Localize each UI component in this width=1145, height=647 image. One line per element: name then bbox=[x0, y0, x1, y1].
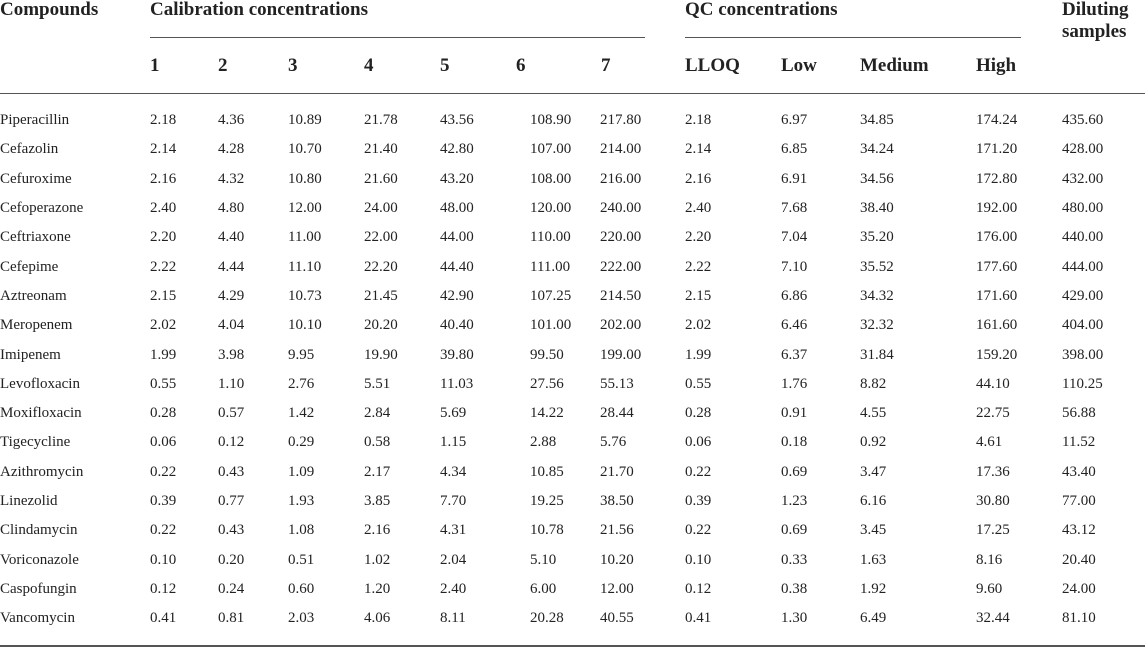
qc-high-header: High bbox=[976, 55, 1017, 76]
value-cell: 3.45 bbox=[860, 522, 887, 539]
calibration-level-5-header: 5 bbox=[440, 55, 450, 76]
calibration-level-3-header: 3 bbox=[288, 55, 298, 76]
value-cell: 444.00 bbox=[1062, 258, 1104, 275]
value-cell: 44.00 bbox=[440, 229, 474, 246]
value-cell: 0.06 bbox=[150, 434, 177, 451]
value-cell: 429.00 bbox=[1062, 287, 1104, 304]
value-cell: 1.09 bbox=[288, 463, 315, 480]
value-cell: 24.00 bbox=[1062, 580, 1096, 597]
value-cell: 20.20 bbox=[364, 317, 398, 334]
table-row bbox=[0, 282, 1145, 311]
value-cell: 21.56 bbox=[600, 522, 634, 539]
value-cell: 6.00 bbox=[530, 580, 557, 597]
compound-name-cell: Cefazolin bbox=[0, 141, 59, 158]
value-cell: 6.37 bbox=[781, 346, 808, 363]
value-cell: 5.76 bbox=[600, 434, 627, 451]
value-cell: 2.14 bbox=[685, 141, 712, 158]
qc-lloq-header: LLOQ bbox=[685, 55, 740, 76]
value-cell: 20.40 bbox=[1062, 551, 1096, 568]
value-cell: 10.78 bbox=[530, 522, 564, 539]
value-cell: 2.76 bbox=[288, 375, 315, 392]
value-cell: 43.40 bbox=[1062, 463, 1096, 480]
table-row bbox=[0, 370, 1145, 399]
table-row bbox=[0, 165, 1145, 194]
table-row bbox=[0, 340, 1145, 369]
value-cell: 214.50 bbox=[600, 287, 642, 304]
value-cell: 222.00 bbox=[600, 258, 642, 275]
value-cell: 428.00 bbox=[1062, 141, 1104, 158]
value-cell: 2.14 bbox=[150, 141, 177, 158]
value-cell: 43.56 bbox=[440, 112, 474, 129]
value-cell: 34.24 bbox=[860, 141, 894, 158]
value-cell: 220.00 bbox=[600, 229, 642, 246]
value-cell: 0.28 bbox=[150, 405, 177, 422]
value-cell: 2.03 bbox=[288, 610, 315, 627]
value-cell: 1.20 bbox=[364, 580, 391, 597]
value-cell: 1.30 bbox=[781, 610, 808, 627]
value-cell: 0.29 bbox=[288, 434, 315, 451]
value-cell: 2.18 bbox=[685, 112, 712, 129]
calibration-concentrations-header: Calibration concentrations bbox=[150, 0, 368, 20]
value-cell: 4.40 bbox=[218, 229, 245, 246]
qc-low-header: Low bbox=[781, 55, 817, 76]
value-cell: 171.20 bbox=[976, 141, 1018, 158]
value-cell: 0.77 bbox=[218, 493, 245, 509]
value-cell: 21.78 bbox=[364, 112, 398, 129]
value-cell: 7.68 bbox=[781, 200, 808, 217]
value-cell: 0.06 bbox=[685, 434, 712, 451]
value-cell: 0.60 bbox=[288, 580, 315, 597]
value-cell: 3.47 bbox=[860, 463, 887, 480]
value-cell: 0.10 bbox=[150, 551, 177, 568]
value-cell: 214.00 bbox=[600, 141, 642, 158]
value-cell: 1.92 bbox=[860, 580, 887, 597]
value-cell: 2.40 bbox=[685, 200, 712, 217]
value-cell: 2.84 bbox=[364, 405, 391, 422]
value-cell: 28.44 bbox=[600, 405, 634, 422]
value-cell: 4.06 bbox=[364, 610, 391, 627]
value-cell: 19.90 bbox=[364, 346, 398, 363]
table-row bbox=[0, 487, 1145, 516]
value-cell: 7.10 bbox=[781, 258, 808, 275]
value-cell: 4.44 bbox=[218, 258, 245, 275]
value-cell: 11.52 bbox=[1062, 434, 1096, 451]
value-cell: 6.91 bbox=[781, 170, 808, 187]
value-cell: 17.36 bbox=[976, 463, 1010, 480]
table-row bbox=[0, 575, 1145, 604]
value-cell: 6.86 bbox=[781, 287, 808, 304]
value-cell: 217.80 bbox=[600, 112, 642, 129]
value-cell: 0.81 bbox=[218, 610, 245, 627]
value-cell: 0.51 bbox=[288, 551, 315, 568]
value-cell: 21.40 bbox=[364, 141, 398, 158]
value-cell: 110.25 bbox=[1062, 375, 1103, 392]
value-cell: 56.88 bbox=[1062, 405, 1096, 422]
value-cell: 10.89 bbox=[288, 112, 322, 129]
value-cell: 0.22 bbox=[150, 463, 177, 480]
calibration-level-4-header: 4 bbox=[364, 55, 374, 76]
value-cell: 2.02 bbox=[685, 317, 712, 334]
value-cell: 0.12 bbox=[685, 580, 712, 597]
value-cell: 111.00 bbox=[530, 258, 571, 275]
value-cell: 9.60 bbox=[976, 580, 1003, 597]
value-cell: 1.15 bbox=[440, 434, 467, 451]
compound-name-cell: Clindamycin bbox=[0, 522, 78, 539]
diluting-samples-header: Diluting bbox=[1062, 0, 1129, 20]
value-cell: 110.00 bbox=[530, 229, 571, 246]
value-cell: 40.55 bbox=[600, 610, 634, 627]
value-cell: 0.69 bbox=[781, 522, 808, 539]
value-cell: 0.39 bbox=[150, 493, 177, 509]
table-row bbox=[0, 223, 1145, 252]
value-cell: 10.10 bbox=[288, 317, 322, 334]
calibration-level-7-header: 7 bbox=[601, 55, 611, 76]
value-cell: 6.16 bbox=[860, 493, 887, 509]
value-cell: 3.98 bbox=[218, 346, 245, 363]
value-cell: 432.00 bbox=[1062, 170, 1104, 187]
value-cell: 6.85 bbox=[781, 141, 808, 158]
value-cell: 17.25 bbox=[976, 522, 1010, 539]
compound-name-cell: Caspofungin bbox=[0, 580, 77, 597]
value-cell: 10.70 bbox=[288, 141, 322, 158]
value-cell: 8.16 bbox=[976, 551, 1003, 568]
value-cell: 2.16 bbox=[150, 170, 177, 187]
value-cell: 2.15 bbox=[685, 287, 712, 304]
qc-concentrations-header: QC concentrations bbox=[685, 0, 838, 20]
value-cell: 34.85 bbox=[860, 112, 894, 129]
value-cell: 6.49 bbox=[860, 610, 887, 627]
value-cell: 6.97 bbox=[781, 112, 808, 129]
value-cell: 10.73 bbox=[288, 287, 322, 304]
value-cell: 10.80 bbox=[288, 170, 322, 187]
value-cell: 2.88 bbox=[530, 434, 557, 451]
value-cell: 0.38 bbox=[781, 580, 808, 597]
diluting-samples-header-line2: samples bbox=[1062, 21, 1127, 42]
value-cell: 21.70 bbox=[600, 463, 634, 480]
value-cell: 21.60 bbox=[364, 170, 398, 187]
calibration-group-rule bbox=[150, 37, 645, 38]
value-cell: 2.04 bbox=[440, 551, 467, 568]
value-cell: 0.18 bbox=[781, 434, 808, 451]
value-cell: 159.20 bbox=[976, 346, 1018, 363]
value-cell: 108.90 bbox=[530, 112, 572, 129]
value-cell: 43.12 bbox=[1062, 522, 1096, 539]
value-cell: 32.44 bbox=[976, 610, 1010, 627]
value-cell: 1.02 bbox=[364, 551, 391, 568]
value-cell: 2.15 bbox=[150, 287, 177, 304]
value-cell: 31.84 bbox=[860, 346, 894, 363]
value-cell: 11.00 bbox=[288, 229, 322, 246]
value-cell: 0.10 bbox=[685, 551, 712, 568]
value-cell: 42.80 bbox=[440, 141, 474, 158]
value-cell: 1.93 bbox=[288, 493, 315, 509]
value-cell: 0.55 bbox=[150, 375, 177, 392]
value-cell: 35.20 bbox=[860, 229, 894, 246]
compound-name-cell: Cefuroxime bbox=[0, 170, 72, 187]
table-row bbox=[0, 428, 1145, 457]
value-cell: 19.25 bbox=[530, 493, 564, 509]
value-cell: 172.80 bbox=[976, 170, 1018, 187]
value-cell: 14.22 bbox=[530, 405, 564, 422]
value-cell: 440.00 bbox=[1062, 229, 1104, 246]
value-cell: 2.40 bbox=[150, 200, 177, 217]
value-cell: 4.80 bbox=[218, 200, 245, 217]
value-cell: 0.24 bbox=[218, 580, 245, 597]
value-cell: 1.63 bbox=[860, 551, 887, 568]
value-cell: 40.40 bbox=[440, 317, 474, 334]
calibration-level-2-header: 2 bbox=[218, 55, 228, 76]
value-cell: 1.23 bbox=[781, 493, 808, 509]
value-cell: 107.25 bbox=[530, 287, 572, 304]
value-cell: 21.45 bbox=[364, 287, 398, 304]
value-cell: 35.52 bbox=[860, 258, 894, 275]
value-cell: 0.58 bbox=[364, 434, 391, 451]
value-cell: 8.82 bbox=[860, 375, 887, 392]
value-cell: 120.00 bbox=[530, 200, 572, 217]
value-cell: 171.60 bbox=[976, 287, 1018, 304]
value-cell: 107.00 bbox=[530, 141, 572, 158]
value-cell: 0.39 bbox=[685, 493, 712, 509]
qc-group-rule bbox=[685, 37, 1021, 38]
calibration-level-6-header: 6 bbox=[516, 55, 526, 76]
header-rule bbox=[0, 93, 1145, 94]
value-cell: 177.60 bbox=[976, 258, 1018, 275]
table-row bbox=[0, 604, 1145, 633]
table-row bbox=[0, 311, 1145, 340]
value-cell: 0.43 bbox=[218, 463, 245, 480]
value-cell: 7.04 bbox=[781, 229, 808, 246]
value-cell: 5.51 bbox=[364, 375, 391, 392]
value-cell: 2.22 bbox=[685, 258, 712, 275]
compound-name-cell: Meropenem bbox=[0, 317, 73, 334]
value-cell: 192.00 bbox=[976, 200, 1018, 217]
value-cell: 0.92 bbox=[860, 434, 887, 451]
value-cell: 4.36 bbox=[218, 112, 245, 129]
value-cell: 44.40 bbox=[440, 258, 474, 275]
value-cell: 0.22 bbox=[685, 522, 712, 539]
value-cell: 2.16 bbox=[685, 170, 712, 187]
value-cell: 22.20 bbox=[364, 258, 398, 275]
value-cell: 1.99 bbox=[150, 346, 177, 363]
value-cell: 216.00 bbox=[600, 170, 642, 187]
value-cell: 34.56 bbox=[860, 170, 894, 187]
value-cell: 1.42 bbox=[288, 405, 315, 422]
table-row bbox=[0, 106, 1145, 135]
value-cell: 4.29 bbox=[218, 287, 245, 304]
value-cell: 108.00 bbox=[530, 170, 572, 187]
value-cell: 176.00 bbox=[976, 229, 1018, 246]
compound-name-cell: Aztreonam bbox=[0, 287, 67, 304]
value-cell: 38.40 bbox=[860, 200, 894, 217]
value-cell: 27.56 bbox=[530, 375, 564, 392]
value-cell: 42.90 bbox=[440, 287, 474, 304]
value-cell: 55.13 bbox=[600, 375, 634, 392]
value-cell: 161.60 bbox=[976, 317, 1018, 334]
compounds-header: Compounds bbox=[0, 0, 99, 20]
value-cell: 43.20 bbox=[440, 170, 474, 187]
compound-name-cell: Imipenem bbox=[0, 346, 61, 363]
value-cell: 4.34 bbox=[440, 463, 467, 480]
value-cell: 12.00 bbox=[288, 200, 322, 217]
table-row bbox=[0, 194, 1145, 223]
value-cell: 10.85 bbox=[530, 463, 564, 480]
value-cell: 0.28 bbox=[685, 405, 712, 422]
value-cell: 38.50 bbox=[600, 493, 634, 509]
value-cell: 0.20 bbox=[218, 551, 245, 568]
compound-name-cell: Cefepime bbox=[0, 258, 59, 275]
compound-name-cell: Linezolid bbox=[0, 493, 58, 509]
value-cell: 5.69 bbox=[440, 405, 467, 422]
value-cell: 404.00 bbox=[1062, 317, 1104, 334]
table-row bbox=[0, 135, 1145, 164]
value-cell: 0.55 bbox=[685, 375, 712, 392]
value-cell: 34.32 bbox=[860, 287, 894, 304]
value-cell: 2.40 bbox=[440, 580, 467, 597]
value-cell: 1.99 bbox=[685, 346, 712, 363]
value-cell: 2.17 bbox=[364, 463, 391, 480]
value-cell: 99.50 bbox=[530, 346, 564, 363]
value-cell: 10.20 bbox=[600, 551, 634, 568]
value-cell: 81.10 bbox=[1062, 610, 1096, 627]
value-cell: 11.03 bbox=[440, 375, 474, 392]
value-cell: 3.85 bbox=[364, 493, 391, 509]
table-row bbox=[0, 252, 1145, 281]
value-cell: 480.00 bbox=[1062, 200, 1104, 217]
value-cell: 202.00 bbox=[600, 317, 642, 334]
value-cell: 1.08 bbox=[288, 522, 315, 539]
table-row bbox=[0, 545, 1145, 574]
value-cell: 44.10 bbox=[976, 375, 1010, 392]
value-cell: 1.76 bbox=[781, 375, 808, 392]
compound-name-cell: Levofloxacin bbox=[0, 375, 80, 392]
value-cell: 77.00 bbox=[1062, 493, 1096, 509]
compound-name-cell: Voriconazole bbox=[0, 551, 79, 568]
value-cell: 0.33 bbox=[781, 551, 808, 568]
value-cell: 2.18 bbox=[150, 112, 177, 129]
compound-name-cell: Cefoperazone bbox=[0, 200, 84, 217]
value-cell: 4.28 bbox=[218, 141, 245, 158]
value-cell: 174.24 bbox=[976, 112, 1018, 129]
value-cell: 2.02 bbox=[150, 317, 177, 334]
value-cell: 101.00 bbox=[530, 317, 572, 334]
compound-name-cell: Moxifloxacin bbox=[0, 405, 82, 422]
value-cell: 0.22 bbox=[150, 522, 177, 539]
value-cell: 0.41 bbox=[150, 610, 177, 627]
value-cell: 11.10 bbox=[288, 258, 322, 275]
value-cell: 2.22 bbox=[150, 258, 177, 275]
qc-medium-header: Medium bbox=[860, 55, 929, 76]
compound-name-cell: Azithromycin bbox=[0, 463, 84, 480]
value-cell: 48.00 bbox=[440, 200, 474, 217]
value-cell: 0.43 bbox=[218, 522, 245, 539]
value-cell: 4.04 bbox=[218, 317, 245, 334]
value-cell: 22.75 bbox=[976, 405, 1010, 422]
value-cell: 0.41 bbox=[685, 610, 712, 627]
calibration-level-1-header: 1 bbox=[150, 55, 160, 76]
concentration-table bbox=[0, 106, 1145, 633]
value-cell: 435.60 bbox=[1062, 112, 1104, 129]
value-cell: 199.00 bbox=[600, 346, 642, 363]
compound-name-cell: Piperacillin bbox=[0, 112, 70, 129]
compound-name-cell: Ceftriaxone bbox=[0, 229, 71, 246]
value-cell: 0.57 bbox=[218, 405, 245, 422]
compound-name-cell: Tigecycline bbox=[0, 434, 71, 451]
value-cell: 5.10 bbox=[530, 551, 557, 568]
value-cell: 0.22 bbox=[685, 463, 712, 480]
value-cell: 20.28 bbox=[530, 610, 564, 627]
value-cell: 0.91 bbox=[781, 405, 808, 422]
value-cell: 0.69 bbox=[781, 463, 808, 480]
table-row bbox=[0, 516, 1145, 545]
value-cell: 24.00 bbox=[364, 200, 398, 217]
value-cell: 2.20 bbox=[685, 229, 712, 246]
table-row bbox=[0, 399, 1145, 428]
value-cell: 12.00 bbox=[600, 580, 634, 597]
value-cell: 4.31 bbox=[440, 522, 467, 539]
value-cell: 398.00 bbox=[1062, 346, 1104, 363]
value-cell: 2.16 bbox=[364, 522, 391, 539]
value-cell: 4.32 bbox=[218, 170, 245, 187]
value-cell: 22.00 bbox=[364, 229, 398, 246]
value-cell: 8.11 bbox=[440, 610, 466, 627]
value-cell: 0.12 bbox=[218, 434, 245, 451]
value-cell: 1.10 bbox=[218, 375, 245, 392]
compound-name-cell: Vancomycin bbox=[0, 610, 75, 627]
bottom-rule bbox=[0, 645, 1145, 647]
table-row bbox=[0, 458, 1145, 487]
value-cell: 2.20 bbox=[150, 229, 177, 246]
value-cell: 6.46 bbox=[781, 317, 808, 334]
value-cell: 30.80 bbox=[976, 493, 1010, 509]
value-cell: 240.00 bbox=[600, 200, 642, 217]
value-cell: 0.12 bbox=[150, 580, 177, 597]
value-cell: 7.70 bbox=[440, 493, 467, 509]
value-cell: 39.80 bbox=[440, 346, 474, 363]
value-cell: 4.55 bbox=[860, 405, 887, 422]
value-cell: 9.95 bbox=[288, 346, 315, 363]
value-cell: 32.32 bbox=[860, 317, 894, 334]
value-cell: 4.61 bbox=[976, 434, 1003, 451]
